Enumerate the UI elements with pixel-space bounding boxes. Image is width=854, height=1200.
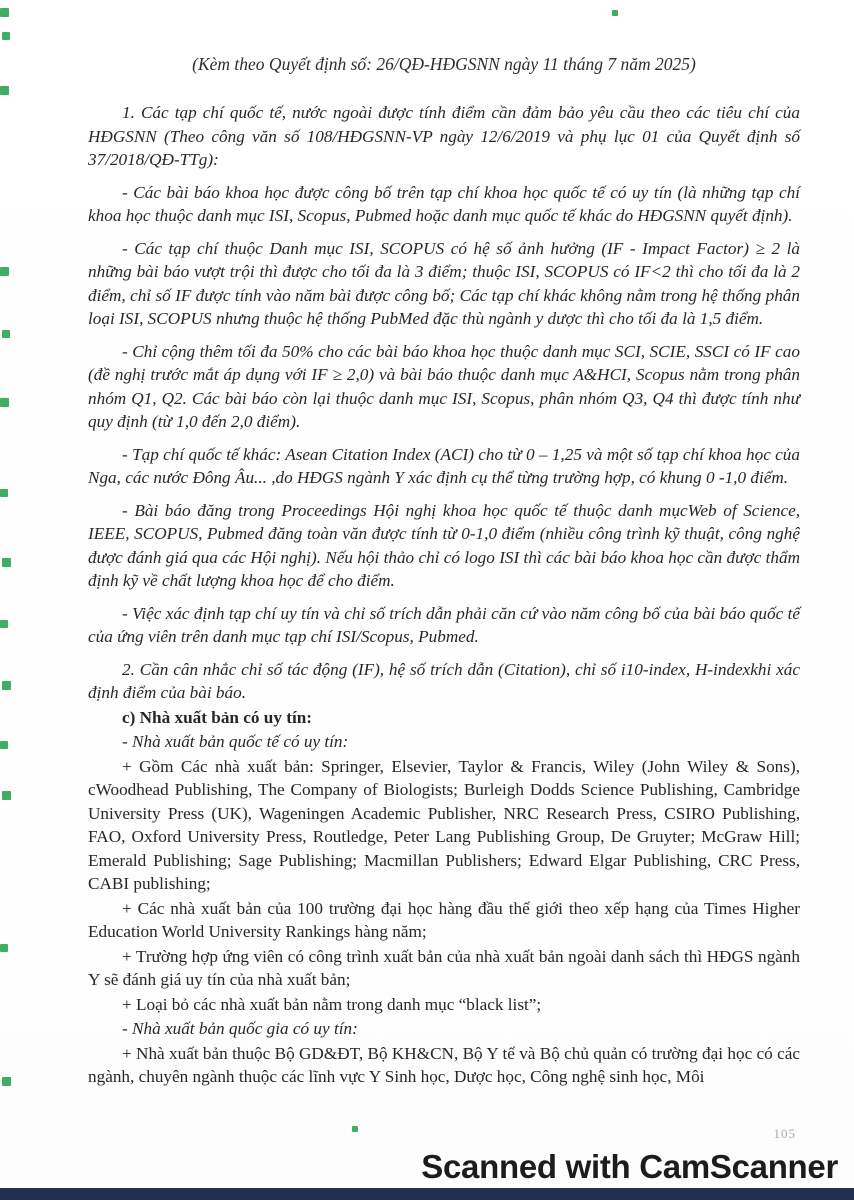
document-paragraph: - Việc xác định tạp chí uy tín và chỉ số trích dẫn phải căn cứ vào năm công bố của bài báo quốc tế của ứng viên trên danh mục tạp chí ISI/Scopus, Pubmed. <box>88 603 800 646</box>
scan-artifact-mark <box>0 944 8 952</box>
scan-artifact-mark <box>2 558 11 567</box>
document-paragraph: c) Nhà xuất bản có uy tín: <box>122 707 313 727</box>
document-paragraph: 1. Các tạp chí quốc tế, nước ngoài được tính điểm cần đảm bảo yêu cầu theo các tiêu chí của HĐGSNN (Theo công văn số 108/HĐGSNN-VP ngày 12/6/2019 và phụ lục 01 của Quyết định số 37/2018/QĐ-TTg): <box>88 103 800 169</box>
document-header-note: (Kèm theo Quyết định số: 26/QĐ-HĐGSNN ngày 11 tháng 7 năm 2025) <box>192 54 696 74</box>
scan-artifact-mark <box>2 330 10 338</box>
scan-artifact-mark <box>0 741 8 749</box>
document-paragraph: - Chỉ cộng thêm tối đa 50% cho các bài báo khoa học thuộc danh mục SCI, SCIE, SSCI có IF cao (đề nghị trước mắt áp dụng với IF ≥ 2,0) và bài báo thuộc danh mục A&HCI, Scopus nằm trong phân nhóm Q1, Q2. Các bài báo còn lại thuộc danh mục ISI, Scopus, phân nhóm Q3, Q4 thì được tính như quy định (từ 1,0 đến 2,0 điểm). <box>88 341 800 431</box>
scan-artifact-mark <box>0 620 8 628</box>
scan-artifact-mark <box>352 1126 358 1132</box>
document-paragraph: - Nhà xuất bản quốc tế có uy tín: <box>122 732 349 751</box>
scan-artifact-mark <box>0 489 8 497</box>
scan-artifact-mark <box>2 681 11 690</box>
document-paragraph: - Bài báo đăng trong Proceedings Hội nghị khoa học quốc tế thuộc danh mụcWeb of Science, IEEE, SCOPUS, Pubmed đăng toàn văn được tính từ 0-1,0 điểm (nhiều công trình kỹ thuật, công nghệ được đánh giá qua các Hội nghị). Nếu hội thảo chỉ có logo ISI thì các bài báo khoa học cần được thẩm định kỹ về chất lượng khoa học để cho điểm. <box>88 500 800 590</box>
document-paragraph: + Các nhà xuất bản của 100 trường đại học hàng đầu thế giới theo xếp hạng của Times Higher Education World University Rankings hàng năm; <box>88 898 800 941</box>
document-paragraph: + Gồm Các nhà xuất bản: Springer, Elsevier, Taylor & Francis, Wiley (John Wiley & Sons), cWoodhead Publishing, The Company of Biologists; Burleigh Dodds Science Publishing, Cambridge University Press (UK), Wageningen Academic Publisher, NRC Research Press, CSIRO Publishing, FAO, Oxford University Press, Routledge, Peter Lang Publishing Group, De Gruyter; McGraw Hill; Emerald Publishing; Sage Publishing; Macmillan Publishers; Edward Elgar Publishing, CRC Press, CABI publishing; <box>88 756 800 893</box>
scan-artifact-mark <box>0 267 9 276</box>
camscanner-footer-bar <box>0 1188 854 1200</box>
scan-artifact-mark <box>2 791 11 800</box>
document-paragraph: - Nhà xuất bản quốc gia có uy tín: <box>122 1019 358 1038</box>
scan-artifact-mark <box>2 1077 11 1086</box>
document-paragraph: - Tạp chí quốc tế khác: Asean Citation Index (ACI) cho từ 0 – 1,25 và một số tạp chí khoa học của Nga, các nước Đông Âu... ,do HĐGS ngành Y xác định cụ thể từng trường hợp, có khung 0 -1,0 điểm. <box>88 444 800 487</box>
document-paragraph: - Các bài báo khoa học được công bố trên tạp chí khoa học quốc tế có uy tín (là những tạp chí khoa học thuộc danh mục ISI, Scopus, Pubmed hoặc danh mục quốc tế khác do HĐGSNN quyết định). <box>88 182 800 225</box>
document-paragraph: + Nhà xuất bản thuộc Bộ GD&ĐT, Bộ KH&CN, Bộ Y tế và Bộ chủ quản có trường đại học có các ngành, chuyên ngành thuộc các lĩnh vực Y Sinh học, Dược học, Công nghệ sinh học, Môi <box>88 1043 800 1086</box>
scan-artifact-mark <box>0 398 9 407</box>
page-number: 105 <box>773 1126 796 1141</box>
camscanner-watermark: Scanned with CamScanner <box>421 1148 838 1185</box>
scan-artifact-mark <box>2 32 10 40</box>
document-paragraph: + Loại bỏ các nhà xuất bản nằm trong danh mục “black list”; <box>122 994 542 1014</box>
scan-artifact-mark <box>0 8 9 17</box>
document-paragraph: 2. Cần cân nhắc chỉ số tác động (IF), hệ số trích dẫn (Citation), chỉ số i10-index, H-indexkhi xác định điểm của bài báo. <box>88 659 800 702</box>
document-paragraph: - Các tạp chí thuộc Danh mục ISI, SCOPUS có hệ số ảnh hưởng (IF - Impact Factor) ≥ 2 là những bài báo vượt trội thì được cho tối đa là 3 điểm; thuộc ISI, SCOPUS có IF<2 thì cho tối đa là 2 điểm, chỉ số IF được tính vào năm bài được công bố; Các tạp chí khác không nằm trong hệ thống phân loại ISI, SCOPUS nhưng thuộc hệ thống PubMed đặc thù ngành y dược thì cho tối đa là 1,5 điểm. <box>88 238 800 328</box>
document-body <box>88 101 800 1089</box>
scan-artifact-mark <box>612 10 618 16</box>
document-paragraph: + Trường hợp ứng viên có công trình xuất bản của nhà xuất bản ngoài danh sách thì HĐGS ngành Y sẽ đánh giá uy tín của nhà xuất bản; <box>88 946 800 989</box>
scan-artifact-mark <box>0 86 9 95</box>
